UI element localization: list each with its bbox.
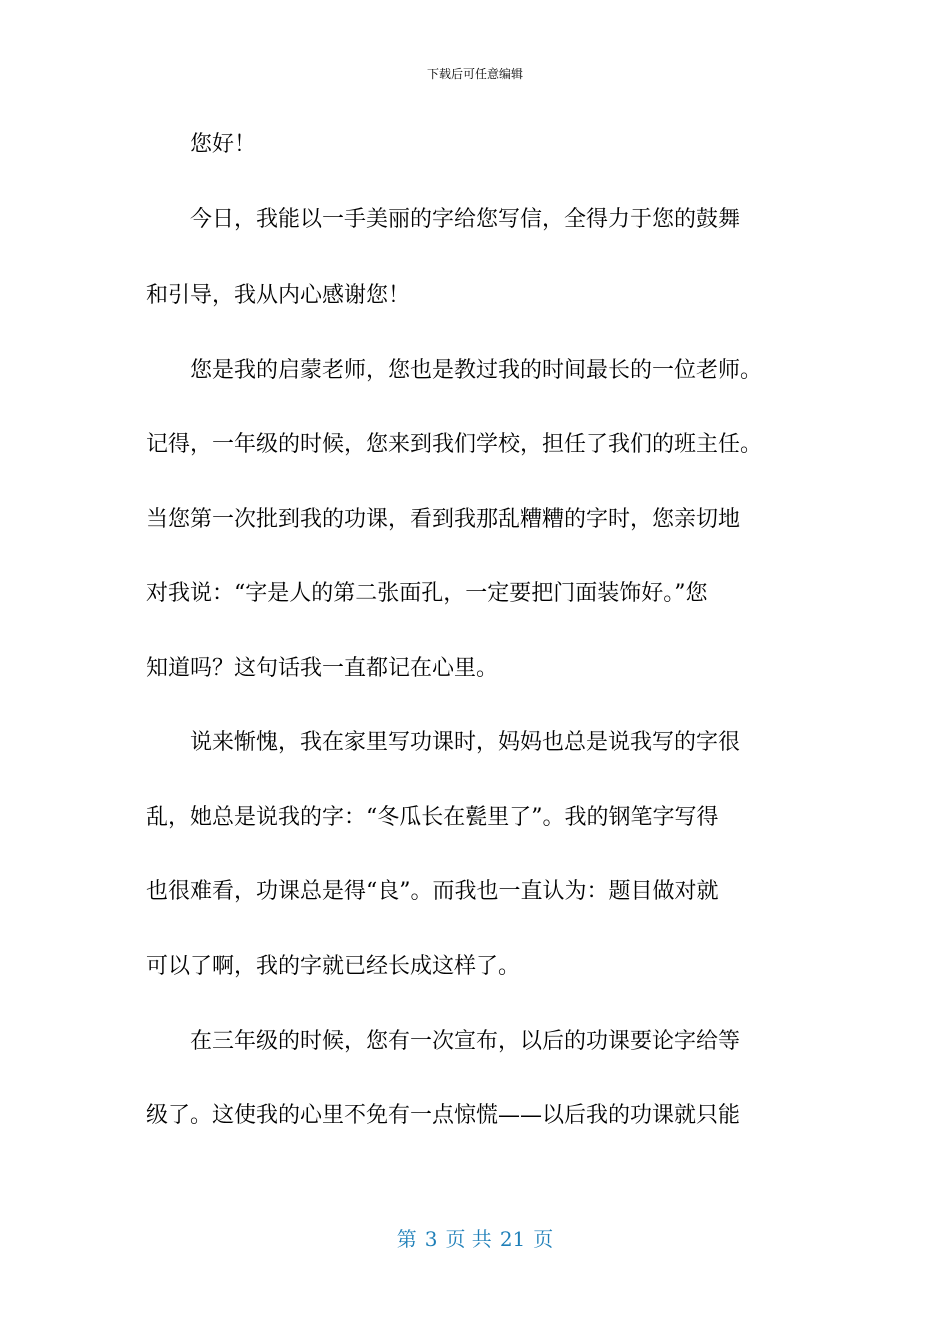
footer-current-page: 3 xyxy=(424,1227,438,1251)
footer-suffix: 页 xyxy=(533,1227,554,1251)
letter-line-10: 乱，她总是说我的字：“冬瓜长在甏里了”。我的钢笔字写得 xyxy=(146,805,719,830)
letter-line-7: 对我说：“字是人的第二张面孔，一定要把门面装饰好。”您 xyxy=(146,581,708,606)
letter-line-2: 今日，我能以一手美丽的字给您写信，全得力于您的鼓舞 xyxy=(146,207,741,232)
letter-line-11: 也很难看，功课总是得“良”。而我也一直认为：题目做对就 xyxy=(146,879,719,904)
letter-line-4: 您是我的启蒙老师，您也是教过我的时间最长的一位老师。 xyxy=(146,358,763,383)
footer-middle: 页 共 xyxy=(445,1227,492,1251)
page-header-note: 下载后可任意编辑 xyxy=(426,67,523,81)
letter-line-5: 记得，一年级的时候，您来到我们学校，担任了我们的班主任。 xyxy=(146,432,763,457)
letter-line-6: 当您第一次批到我的功课，看到我那乱糟糟的字时，您亲切地 xyxy=(146,507,741,532)
footer-prefix: 第 xyxy=(396,1227,417,1251)
page-footer xyxy=(0,1226,950,1252)
letter-line-8: 知道吗？这句话我一直都记在心里。 xyxy=(146,656,499,681)
footer-total-pages: 21 xyxy=(499,1227,526,1251)
letter-line-14: 级了。这使我的心里不免有一点惊慌——以后我的功课就只能 xyxy=(146,1103,741,1128)
letter-line-3: 和引导，我从内心感谢您！ xyxy=(146,283,411,308)
letter-line-1: 您好！ xyxy=(146,132,257,157)
letter-line-12: 可以了啊，我的字就已经长成这样了。 xyxy=(146,954,521,979)
letter-line-13: 在三年级的时候，您有一次宣布，以后的功课要论字给等 xyxy=(146,1029,741,1054)
letter-line-9: 说来惭愧，我在家里写功课时，妈妈也总是说我写的字很 xyxy=(146,730,741,755)
